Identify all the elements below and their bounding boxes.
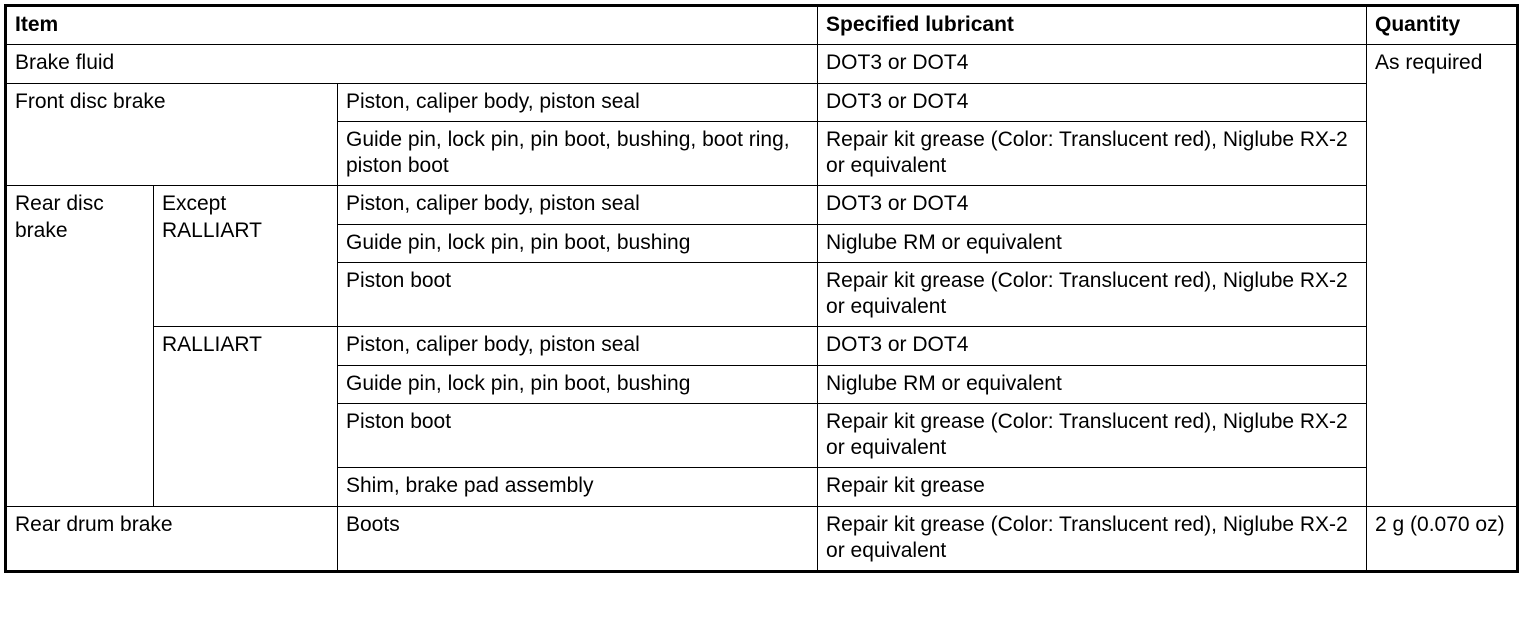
cell-part: Guide pin, lock pin, pin boot, bushing, boot ring, piston boot <box>338 121 818 186</box>
cell-lubricant: Niglube RM or equivalent <box>818 224 1367 262</box>
cell-lubricant: Niglube RM or equivalent <box>818 365 1367 403</box>
cell-quantity: As required <box>1367 45 1518 506</box>
cell-part: Guide pin, lock pin, pin boot, bushing <box>338 365 818 403</box>
cell-part: Piston boot <box>338 262 818 327</box>
cell-item: Rear drum brake <box>6 506 338 572</box>
cell-lubricant: Repair kit grease (Color: Translucent red), Niglube RX-2 or equivalent <box>818 121 1367 186</box>
table-row <box>6 83 1518 121</box>
table-row <box>6 506 1518 572</box>
specified-lubricants-table <box>4 4 1519 573</box>
cell-item: Brake fluid <box>6 45 818 83</box>
table-row <box>6 45 1518 83</box>
column-header-specified-lubricant: Specified lubricant <box>818 6 1367 45</box>
cell-lubricant: Repair kit grease <box>818 468 1367 506</box>
table-row <box>6 327 1518 365</box>
cell-lubricant: Repair kit grease (Color: Translucent red), Niglube RX-2 or equivalent <box>818 403 1367 468</box>
cell-part: Piston, caliper body, piston seal <box>338 327 818 365</box>
table-row <box>6 186 1518 224</box>
cell-lubricant: Repair kit grease (Color: Translucent red), Niglube RX-2 or equivalent <box>818 262 1367 327</box>
cell-subitem: RALLIART <box>154 327 338 506</box>
cell-item: Front disc brake <box>6 83 338 186</box>
table-body <box>6 45 1518 572</box>
cell-subitem: Except RALLIART <box>154 186 338 327</box>
cell-lubricant: DOT3 or DOT4 <box>818 45 1367 83</box>
cell-part: Piston boot <box>338 403 818 468</box>
column-header-quantity: Quantity <box>1367 6 1518 45</box>
cell-lubricant: Repair kit grease (Color: Translucent red), Niglube RX-2 or equivalent <box>818 506 1367 572</box>
cell-part: Piston, caliper body, piston seal <box>338 186 818 224</box>
cell-part: Guide pin, lock pin, pin boot, bushing <box>338 224 818 262</box>
cell-item: Rear disc brake <box>6 186 154 506</box>
cell-lubricant: DOT3 or DOT4 <box>818 327 1367 365</box>
cell-lubricant: DOT3 or DOT4 <box>818 83 1367 121</box>
cell-part: Shim, brake pad assembly <box>338 468 818 506</box>
table-header <box>6 6 1518 45</box>
cell-part: Boots <box>338 506 818 572</box>
cell-lubricant: DOT3 or DOT4 <box>818 186 1367 224</box>
cell-part: Piston, caliper body, piston seal <box>338 83 818 121</box>
table-header-row <box>6 6 1518 45</box>
column-header-item: Item <box>6 6 818 45</box>
cell-quantity: 2 g (0.070 oz) <box>1367 506 1518 572</box>
